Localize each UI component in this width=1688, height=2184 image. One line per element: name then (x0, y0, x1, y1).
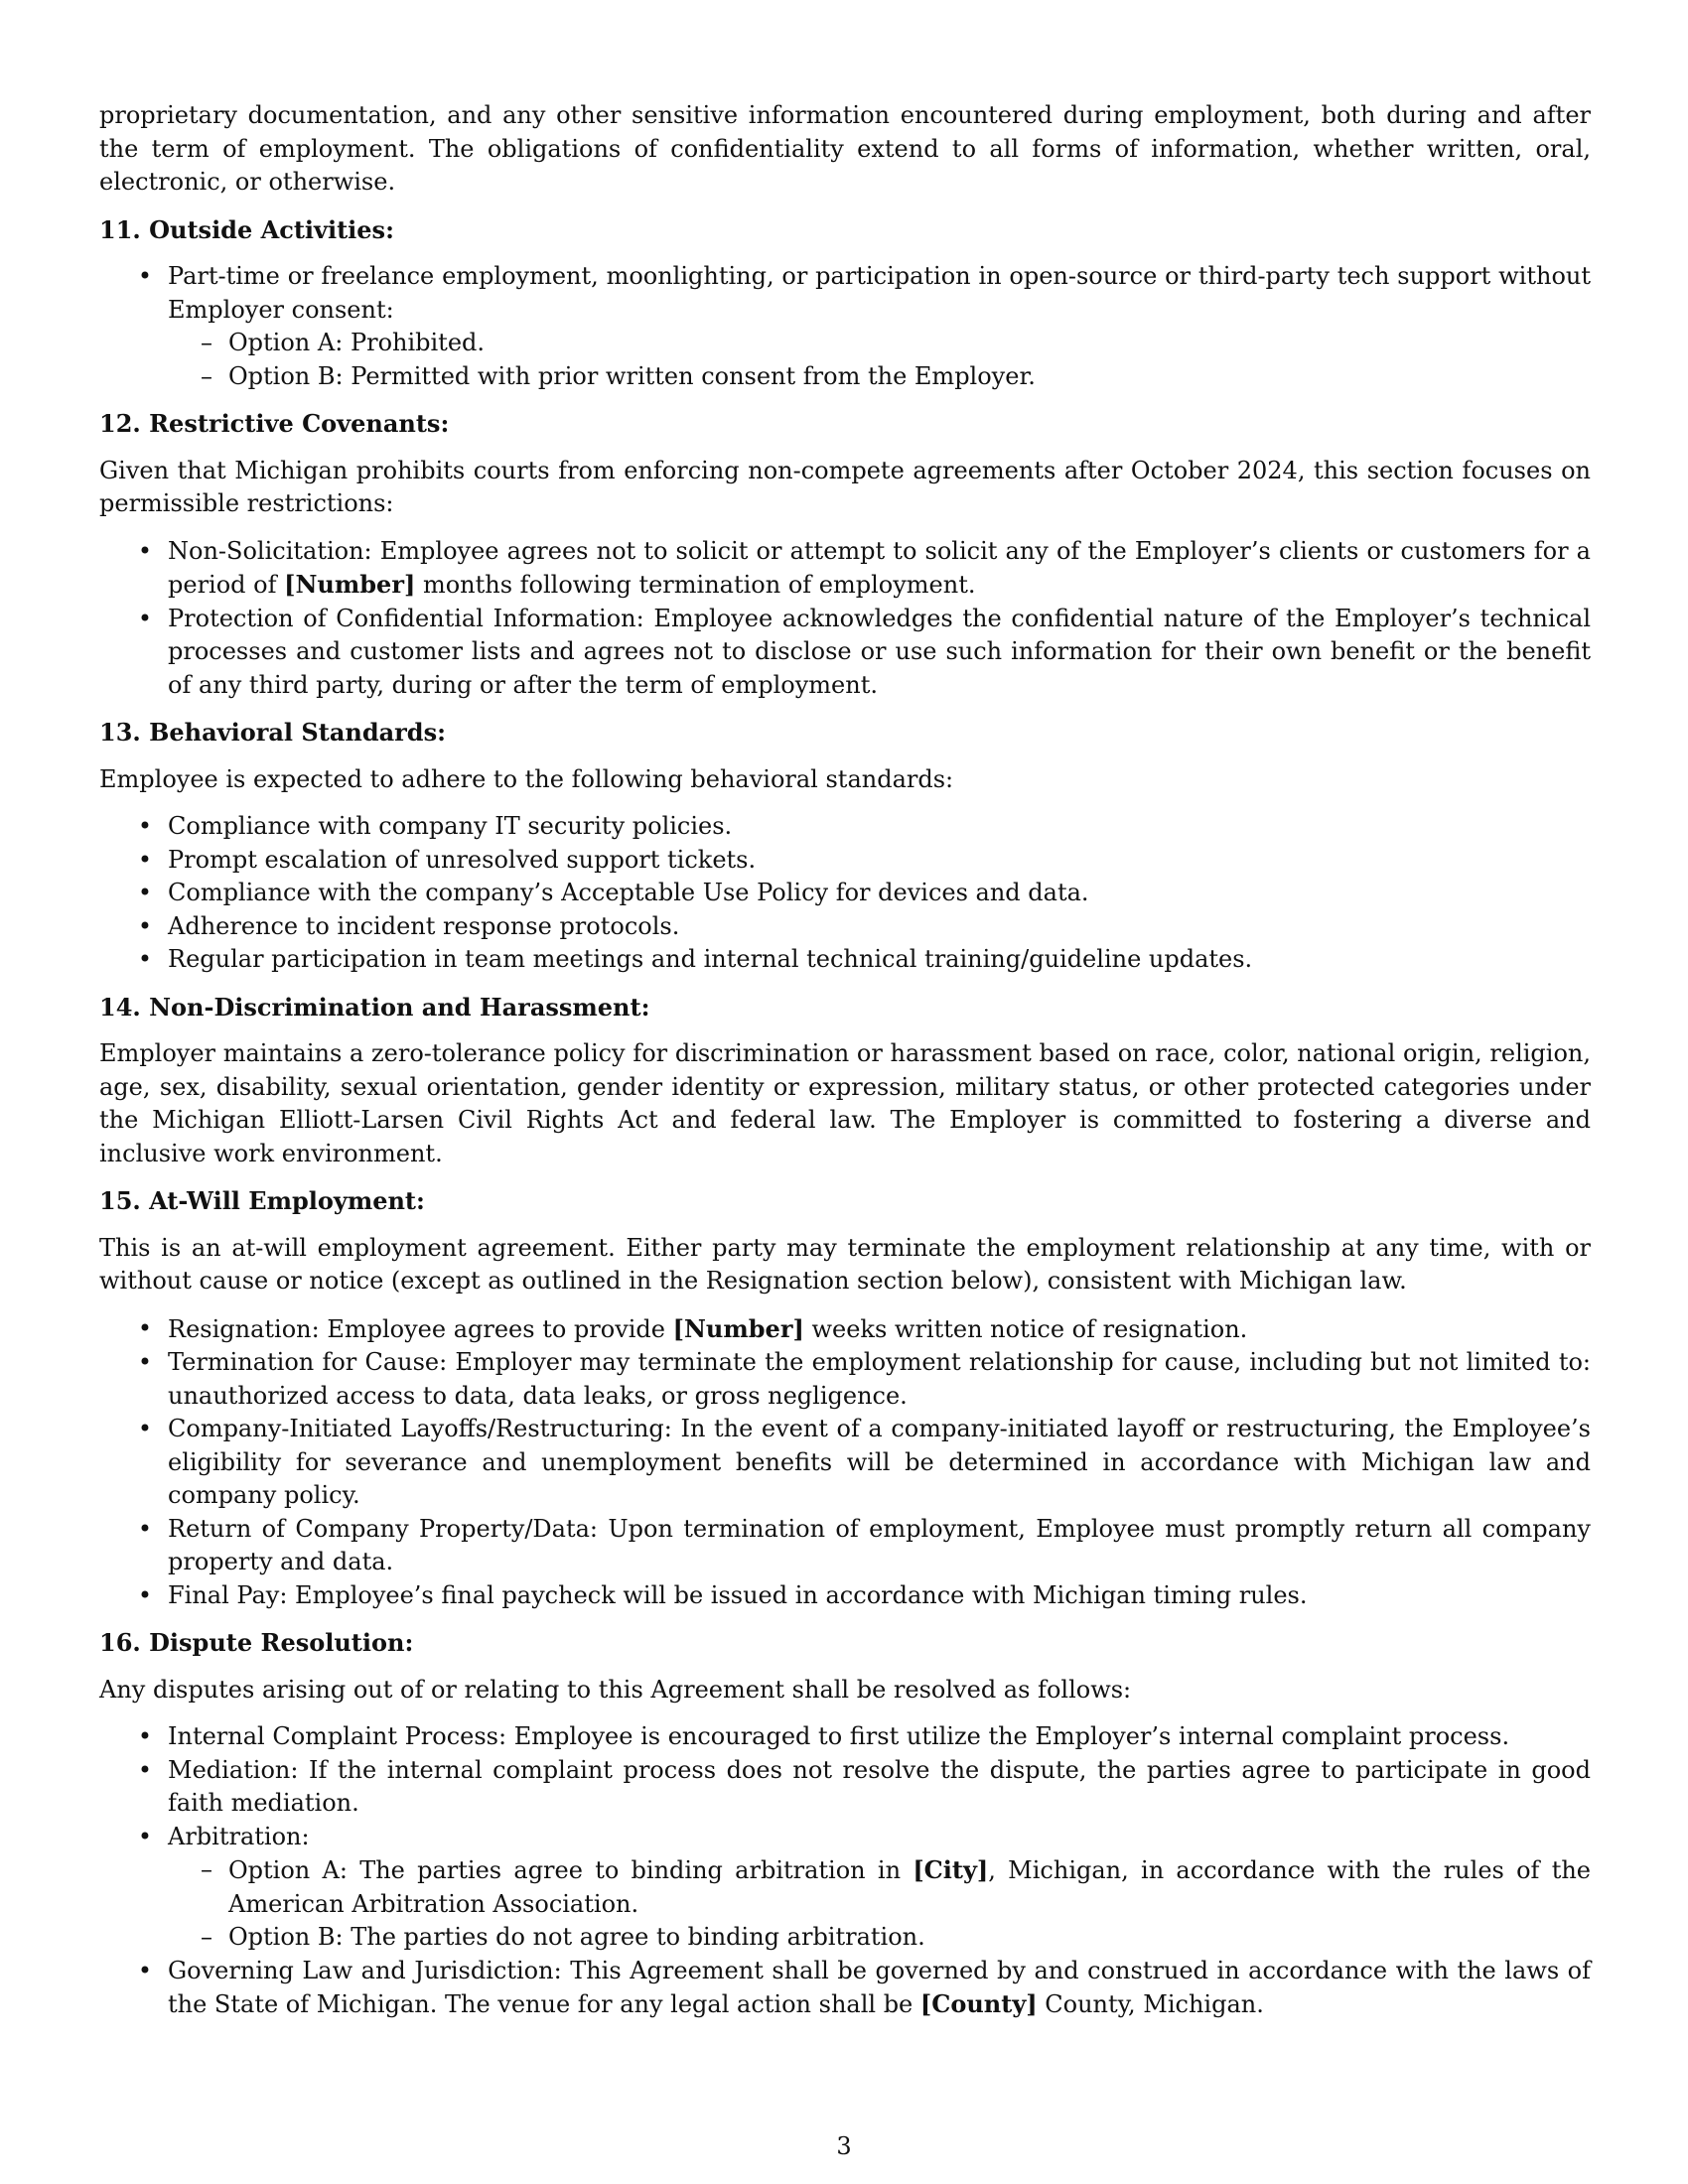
bullet-list (99, 810, 1591, 977)
bullet-icon: • (137, 879, 153, 906)
bullet-icon: • (137, 604, 153, 632)
bullet-icon: • (137, 812, 153, 840)
list-item-text: Compliance with the company’s Acceptable Use Policy for devices and data. (168, 879, 1089, 906)
list-item (99, 603, 1591, 703)
section-paragraph: Employee is expected to adhere to the following behavioral standards: (99, 764, 954, 793)
list-item (99, 1754, 1591, 1821)
document-page (99, 99, 1591, 2036)
placeholder-field: [County] (919, 1989, 1038, 2018)
sub-list-item (168, 360, 1591, 394)
list-item (99, 1513, 1591, 1579)
sub-list-item-text: Option A: Prohibited. (228, 329, 486, 356)
dash-icon: – (201, 1855, 212, 1883)
dash-icon: – (201, 329, 212, 356)
sub-list-item (168, 1921, 1591, 1955)
placeholder-field: [City] (913, 1855, 989, 1884)
bullet-list (99, 260, 1591, 393)
list-item (99, 844, 1591, 878)
list-item-text: Compliance with company IT security policies. (168, 812, 733, 840)
dash-icon: – (201, 1923, 212, 1951)
list-item (99, 535, 1591, 603)
section-paragraph: Given that Michigan prohibits courts from enforcing non-compete agreements after October 2024, this section focuses on permissible restrictions: (99, 456, 1591, 517)
list-item-text: Internal Complaint Process: Employee is encouraged to first utilize the Employer’s internal complaint process. (168, 1722, 1510, 1750)
list-item (99, 1312, 1591, 1347)
list-item (99, 877, 1591, 910)
list-item-text: Protection of Confidential Information: Employee acknowledges the confidential nature of the Employer’s technical processes and customer lists and agrees not to disclose or use such information for their own benefit or the benefit of any third party, during or after the term of employment. (168, 604, 1591, 699)
sub-list (168, 1853, 1591, 1955)
placeholder-field: [Number] (672, 1313, 804, 1343)
list-item-text: Return of Company Property/Data: Upon termination of employment, Employee must promptly return all company property and data. (168, 1514, 1591, 1575)
sub-list-item-text: Option B: Permitted with prior written consent from the Employer. (228, 361, 1036, 390)
bullet-icon: • (137, 262, 153, 290)
bullet-icon: • (137, 1348, 153, 1376)
list-item-text (168, 537, 1591, 600)
sub-list (168, 327, 1591, 393)
section-heading: 11. Outside Activities: (99, 214, 394, 244)
text-run: County, Michigan. (1037, 1990, 1264, 2018)
sections-container (99, 213, 1591, 2022)
list-item-text (168, 1957, 1591, 2019)
bullet-icon: • (137, 1755, 153, 1784)
sub-list-item-text: Option B: The parties do not agree to binding arbitration. (228, 1923, 925, 1951)
bullet-icon: • (137, 1956, 153, 1984)
placeholder-field: [Number] (284, 570, 416, 599)
list-item (99, 910, 1591, 944)
section-paragraph: This is an at-will employment agreement. Either party may terminate the employment relationship at any time, with or without cause or notice (except as outlined in the Resignation section below), consistent with Michigan law. (99, 1233, 1591, 1295)
section-heading: 15. At-Will Employment: (99, 1186, 425, 1215)
list-item (99, 1821, 1591, 1955)
bullet-icon: • (137, 1722, 153, 1750)
bullet-list (99, 535, 1591, 703)
list-item-text: Regular participation in team meetings and internal technical training/guideline updates. (168, 945, 1253, 973)
bullet-icon: • (137, 1313, 153, 1342)
bullet-icon: • (137, 845, 153, 874)
text-run: Governing Law and Jurisdiction: This Agreement shall be governed by and construed in accordance with the laws of the State of Michigan. The venue for any legal action shall be (168, 1956, 1591, 2018)
list-item (99, 260, 1591, 393)
list-item (99, 1346, 1591, 1413)
list-item-text: Adherence to incident response protocols. (168, 911, 680, 940)
list-item (99, 943, 1591, 977)
list-item (99, 1955, 1591, 2022)
intro-paragraph: proprietary documentation, and any other sensitive information encountered during employment, both during and after the term of employment. The obligations of confidentiality extend to all forms of information, whether written, oral, electronic, or otherwise. (99, 101, 1591, 196)
text-run: , Michigan, in accordance with the rules of the American Arbitration Association. (228, 1856, 1591, 1918)
section-paragraph: Employer maintains a zero-tolerance policy for discrimination or harassment based on race, color, national origin, religion, age, sex, disability, sexual orientation, gender identity or expression, military status, or other protected categories under the Michigan Elliott-Larsen Civil Rights Act and federal law. The Employer is committed to fostering a diverse and inclusive work environment. (99, 1039, 1591, 1167)
list-item (99, 1720, 1591, 1754)
bullet-icon: • (137, 1580, 153, 1609)
dash-icon: – (201, 361, 212, 390)
section-heading: 12. Restrictive Covenants: (99, 409, 450, 438)
list-item (99, 1579, 1591, 1613)
sub-list-item (168, 327, 1591, 360)
bullet-icon: • (137, 536, 153, 565)
list-item-text: Company-Initiated Layoffs/Restructuring: In the event of a company-initiated layoff or restructuring, the Employee’s eligibility for severance and unemployment benefits will be determined in accordance with Michigan law and company policy. (168, 1415, 1591, 1509)
page-number: 3 (836, 2132, 852, 2160)
list-item-text (168, 1315, 1247, 1343)
bullet-icon: • (137, 1415, 153, 1442)
list-item-text: Mediation: If the internal complaint process does not resolve the dispute, the parties agree to participate in good faith mediation. (168, 1755, 1591, 1817)
text-run: months following termination of employment. (415, 571, 976, 599)
sub-list-item-text (228, 1856, 1591, 1918)
list-item-text: Prompt escalation of unresolved support tickets. (168, 845, 757, 874)
bullet-icon: • (137, 911, 153, 940)
list-item (99, 1413, 1591, 1513)
section-heading: 16. Dispute Resolution: (99, 1628, 414, 1657)
bullet-icon: • (137, 945, 153, 973)
list-item-text: Termination for Cause: Employer may terminate the employment relationship for cause, including but not limited to: unauthorized access to data, data leaks, or gross negligence. (168, 1348, 1591, 1410)
text-run: Resignation: Employee agrees to provide (168, 1314, 673, 1343)
section-heading: 13. Behavioral Standards: (99, 718, 446, 747)
sub-list-item (168, 1853, 1591, 1921)
list-item-text: Part-time or freelance employment, moonlighting, or participation in open-source or third-party tech support without Employer consent: (168, 262, 1591, 324)
text-run: weeks written notice of resignation. (803, 1314, 1248, 1343)
list-item-text: Final Pay: Employee’s final paycheck will be issued in accordance with Michigan timing rules. (168, 1580, 1308, 1609)
bullet-list (99, 1720, 1591, 2022)
section-heading: 14. Non-Discrimination and Harassment: (99, 992, 650, 1022)
text-run: Non-Solicitation: Employee agrees not to solicit or attempt to solicit any of the Employer’s clients or customers for a period of (168, 536, 1591, 599)
text-run: Option A: The parties agree to binding arbitration in (228, 1856, 914, 1884)
list-item (99, 810, 1591, 844)
bullet-icon: • (137, 1822, 153, 1850)
bullet-icon: • (137, 1514, 153, 1543)
section-paragraph: Any disputes arising out of or relating to this Agreement shall be resolved as follows: (99, 1675, 1132, 1704)
bullet-list (99, 1312, 1591, 1613)
list-item-text: Arbitration: (168, 1822, 310, 1850)
